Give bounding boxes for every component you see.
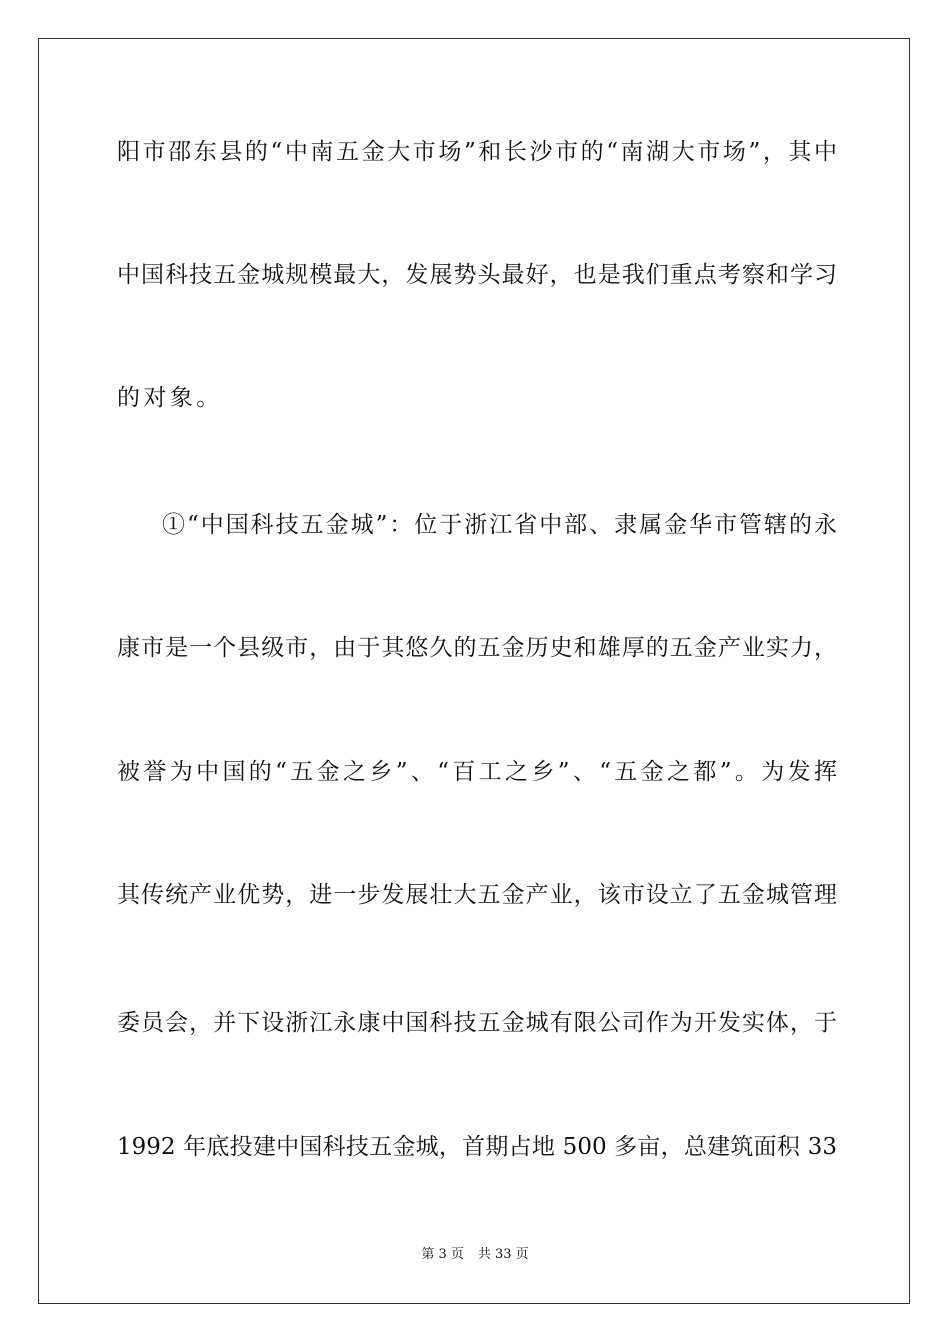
paragraph-first-line: ①“中国科技五金城”：位于浙江省中部、隶属金华市管辖的永 [162, 512, 837, 538]
text-line: 被誉为中国的“五金之乡”、“百工之乡”、“五金之都”。为发挥 [117, 759, 837, 785]
text-line: 1992 年底投建中国科技五金城，首期占地 500 多亩，总建筑面积 33 [117, 1134, 837, 1160]
text-line: 的对象。 [117, 385, 223, 411]
page-border [38, 38, 910, 1304]
page-total: 共 33 页 [477, 1247, 529, 1262]
page-number: 第 3 页 [421, 1247, 464, 1262]
text-line: 中国科技五金城规模最大，发展势头最好，也是我们重点考察和学习 [117, 262, 837, 288]
text-line: 康市是一个县级市，由于其悠久的五金历史和雄厚的五金产业实力， [117, 635, 837, 661]
text-line: 阳市邵东县的“中南五金大市场”和长沙市的“南湖大市场”，其中 [117, 139, 837, 165]
page-footer [0, 1246, 950, 1264]
text-line: 委员会，并下设浙江永康中国科技五金城有限公司作为开发实体，于 [117, 1010, 837, 1036]
text-line: 其传统产业优势，进一步发展壮大五金产业，该市设立了五金城管理 [117, 882, 837, 908]
